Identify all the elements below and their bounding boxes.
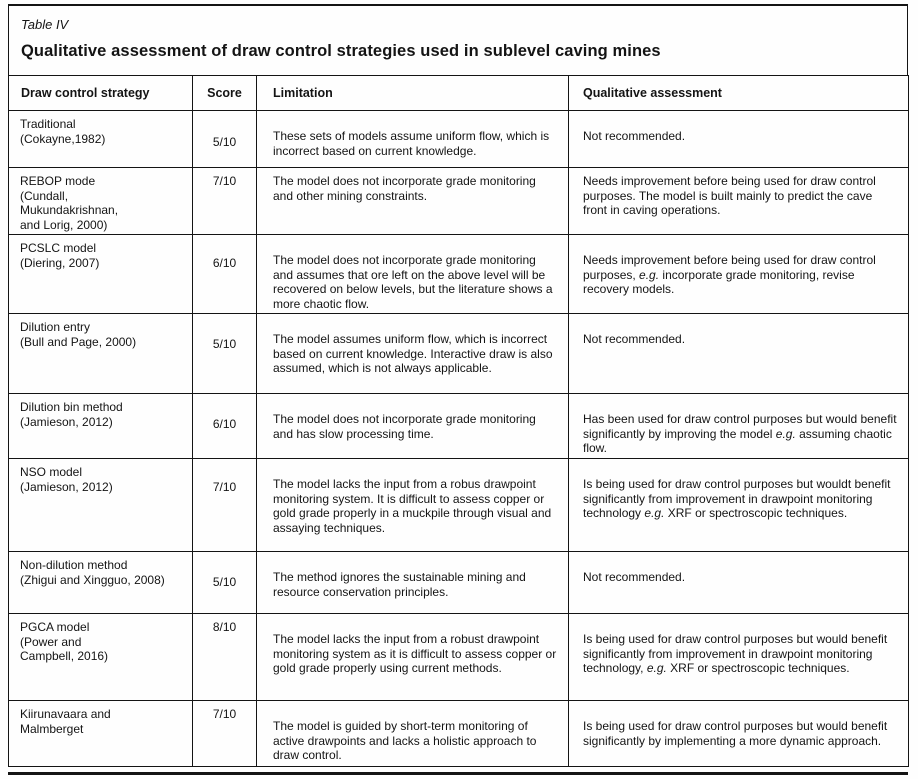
table-row	[9, 701, 909, 767]
table-caption	[8, 6, 908, 75]
strategy-cell: PGCA model (Power and Campbell, 2016)	[9, 614, 193, 701]
limitation-cell: The model is guided by short-term monitoring of active drawpoints and lacks a holistic approach to draw control.	[257, 701, 569, 767]
limitation-cell: These sets of models assume uniform flow, which is incorrect based on current knowledge.	[257, 111, 569, 168]
column-header-limitation: Limitation	[257, 76, 569, 111]
score-cell: 7/10	[193, 459, 257, 552]
table-row	[9, 235, 909, 314]
assessment-cell: Needs improvement before being used for draw control purposes, e.g. incorporate grade monitoring, revise recovery models.	[569, 235, 909, 314]
strategy-cell: PCSLC model (Diering, 2007)	[9, 235, 193, 314]
score-cell: 6/10	[193, 394, 257, 459]
score-cell: 7/10	[193, 168, 257, 235]
table-container	[8, 4, 908, 767]
score-cell: 5/10	[193, 314, 257, 394]
score-cell: 5/10	[193, 111, 257, 168]
column-header-assessment: Qualitative assessment	[569, 76, 909, 111]
limitation-cell: The model lacks the input from a robust drawpoint monitoring system as it is difficult to assess copper or gold grade properly using current methods.	[257, 614, 569, 701]
strategy-cell: Non-dilution method (Zhigui and Xingguo, 2008)	[9, 552, 193, 614]
strategy-cell: Dilution entry (Bull and Page, 2000)	[9, 314, 193, 394]
assessment-cell: Is being used for draw control purposes but would benefit significantly from improvement in drawpoint monitoring technology, e.g. XRF or spectroscopic techniques.	[569, 614, 909, 701]
assessment-cell: Needs improvement before being used for draw control purposes. The model is built mainly to predict the cave front in caving operations.	[569, 168, 909, 235]
column-header-score: Score	[193, 76, 257, 111]
assessment-cell: Not recommended.	[569, 111, 909, 168]
table-label: Table IV	[21, 17, 69, 32]
bottom-rule	[8, 772, 908, 775]
assessment-cell: Is being used for draw control purposes but would benefit significantly by implementing a more dynamic approach.	[569, 701, 909, 767]
score-cell: 5/10	[193, 552, 257, 614]
assessment-cell: Not recommended.	[569, 314, 909, 394]
table-row	[9, 394, 909, 459]
assessment-cell: Not recommended.	[569, 552, 909, 614]
strategy-cell: NSO model (Jamieson, 2012)	[9, 459, 193, 552]
strategy-cell: Dilution bin method (Jamieson, 2012)	[9, 394, 193, 459]
score-cell: 7/10	[193, 701, 257, 767]
table-row	[9, 168, 909, 235]
data-table	[8, 75, 909, 767]
table-row	[9, 314, 909, 394]
table-row	[9, 614, 909, 701]
limitation-cell: The method ignores the sustainable mining and resource conservation principles.	[257, 552, 569, 614]
score-cell: 6/10	[193, 235, 257, 314]
table-title: Qualitative assessment of draw control strategies used in sublevel caving mines	[21, 42, 661, 60]
strategy-cell: REBOP mode (Cundall, Mukundakrishnan, and Lorig, 2000)	[9, 168, 193, 235]
assessment-cell: Is being used for draw control purposes but wouldt benefit significantly from improvement in drawpoint monitoring technology e.g. XRF or spectroscopic techniques.	[569, 459, 909, 552]
assessment-cell: Has been used for draw control purposes but would benefit significantly by improving the model e.g. assuming chaotic flow.	[569, 394, 909, 459]
table-body	[9, 111, 909, 767]
table-row	[9, 459, 909, 552]
limitation-cell: The model does not incorporate grade monitoring and assumes that ore left on the above level will be recovered on below levels, but the literature shows a more chaotic flow.	[257, 235, 569, 314]
strategy-cell: Kiirunavaara and Malmberget	[9, 701, 193, 767]
strategy-cell: Traditional (Cokayne,1982)	[9, 111, 193, 168]
score-cell: 8/10	[193, 614, 257, 701]
table-row	[9, 552, 909, 614]
column-header-strategy: Draw control strategy	[9, 76, 193, 111]
limitation-cell: The model does not incorporate grade monitoring and has slow processing time.	[257, 394, 569, 459]
table-row	[9, 111, 909, 168]
limitation-cell: The model does not incorporate grade monitoring and other mining constraints.	[257, 168, 569, 235]
limitation-cell: The model lacks the input from a robus drawpoint monitoring system. It is difficult to assess copper or gold grade properly in a muckpile through visual and assaying techniques.	[257, 459, 569, 552]
header-row	[9, 76, 909, 111]
limitation-cell: The model assumes uniform flow, which is incorrect based on current knowledge. Interactive draw is also assumed, which is not always applicable.	[257, 314, 569, 394]
